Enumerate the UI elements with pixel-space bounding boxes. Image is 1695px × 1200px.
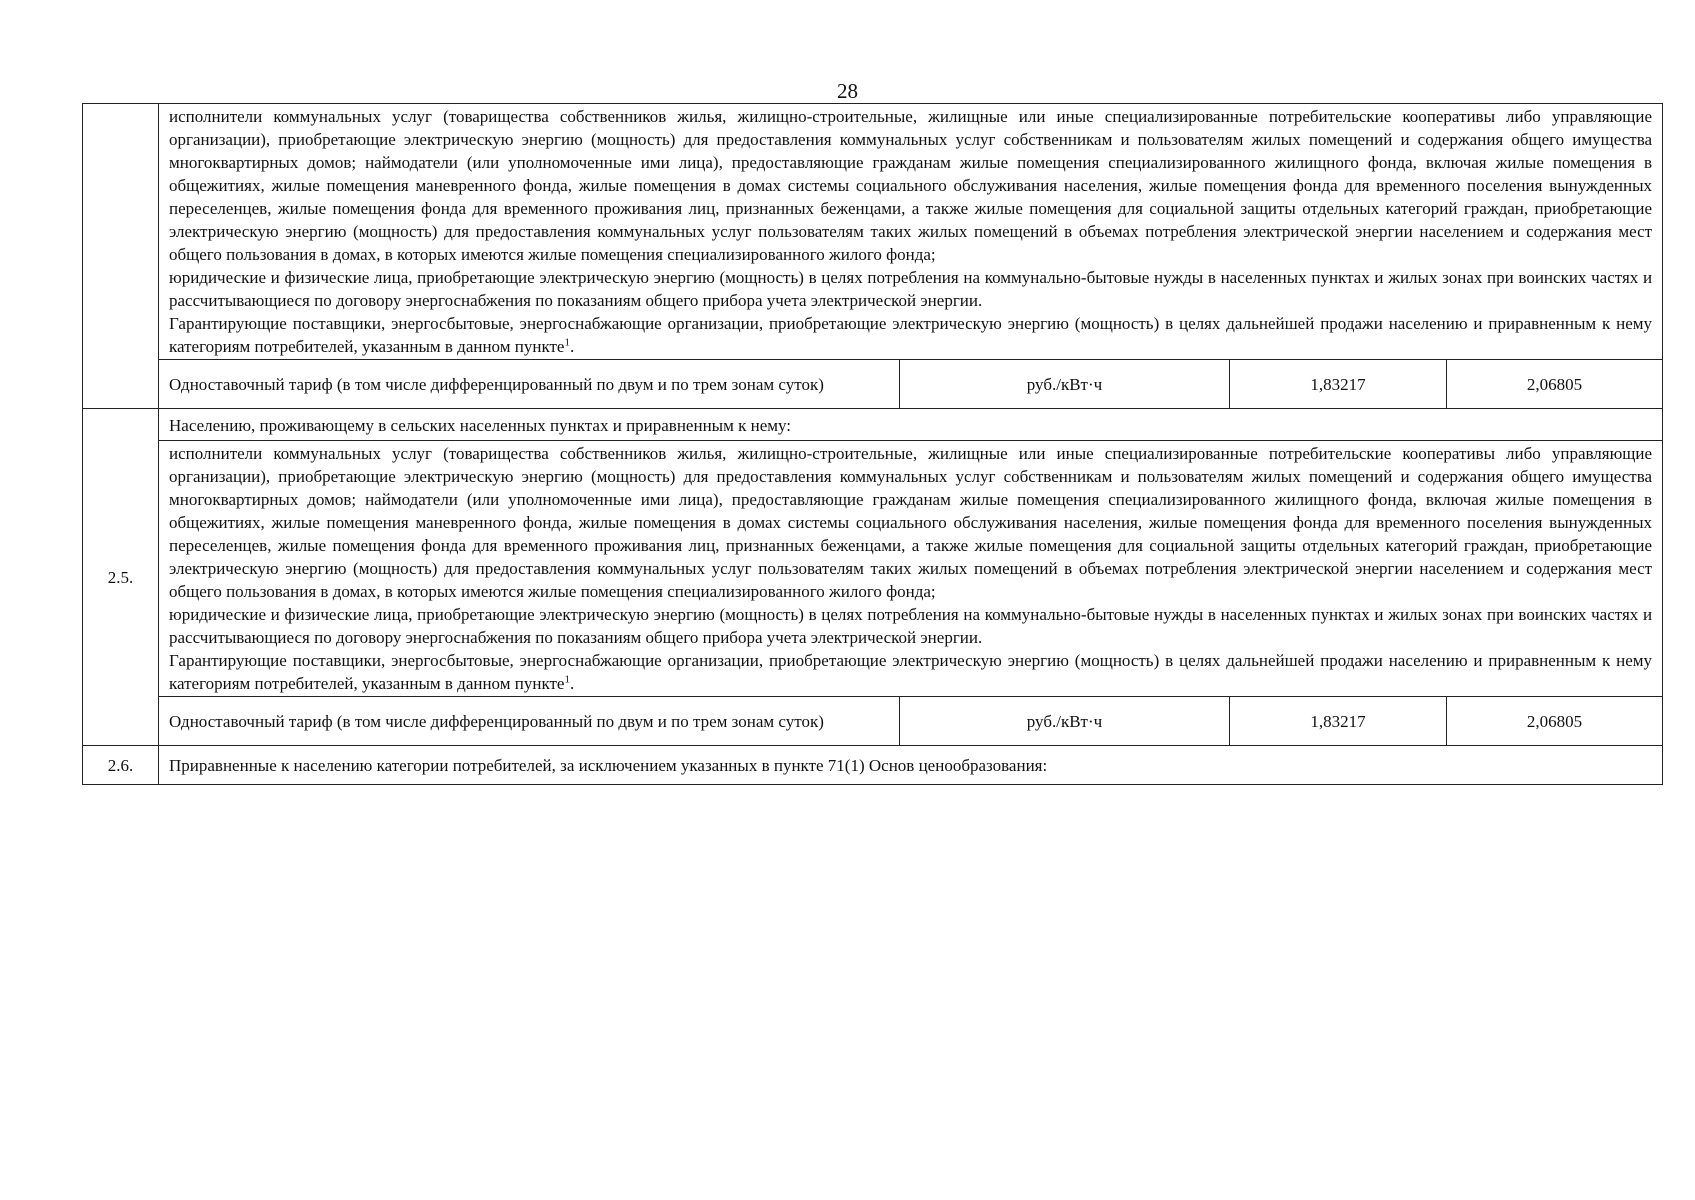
section-heading-row bbox=[83, 409, 1663, 441]
description-paragraph: исполнители коммунальных услуг (товарищества собственников жилья, жилищно-строительные, жилищные или иные специализированные потребительские кооперативы либо управляющие организации), приобретающие электрическую энергию (мощность) для предоставления коммунальных услуг собственникам и пользователям жилых помещений и содержания общего имущества многоквартирных домов; наймодатели (или уполномоченные ими лица), предоставляющие гражданам жилые помещения специализированного жилищного фонда, включая жилые помещения в общежитиях, жилые помещения маневренного фонда, жилые помещения в домах системы социального обслуживания населения, жилые помещения фонда для временного поселения вынужденных переселенцев, жилые помещения фонда для временного проживания лиц, признанных беженцами, а также жилые помещения для социальной защиты отдельных категорий граждан, приобретающие электрическую энергию (мощность) для предоставления коммунальных услуг пользователям таких жилых помещений в объемах потребления электрической энергии населением и содержания мест общего пользования в домах, в которых имеются жилые помещения специализированного жилого фонда; bbox=[169, 444, 1653, 601]
row-number-2-6: 2.6. bbox=[83, 746, 159, 785]
footnote-mark: 1 bbox=[564, 673, 570, 686]
end-punctuation: . bbox=[569, 674, 575, 693]
description-paragraph: юридические и физические лица, приобретающие электрическую энергию (мощность) в целях потребления на коммунально-бытовые нужды в населенных пунктах и жилых зонах при воинских частях и рассчитывающиеся по договору энергоснабжения по показаниям общего прибора учета электрической энергии. bbox=[169, 605, 1653, 647]
consumer-description-cell bbox=[159, 104, 1663, 360]
description-paragraph: исполнители коммунальных услуг (товарищества собственников жилья, жилищно-строительные, жилищные или иные специализированные потребительские кооперативы либо управляющие организации), приобретающие электрическую энергию (мощность) для предоставления коммунальных услуг собственникам и пользователям жилых помещений и содержания общего имущества многоквартирных домов; наймодатели (или уполномоченные ими лица), предоставляющие гражданам жилые помещения специализированного жилищного фонда, включая жилые помещения в общежитиях, жилые помещения маневренного фонда, жилые помещения в домах системы социального обслуживания населения, жилые помещения фонда для временного поселения вынужденных переселенцев, жилые помещения фонда для временного проживания лиц, признанных беженцами, а также жилые помещения для социальной защиты отдельных категорий граждан, приобретающие электрическую энергию (мощность) для предоставления коммунальных услуг пользователям таких жилых помещений в объемах потребления электрической энергии населением и содержания мест общего пользования в домах, в которых имеются жилые помещения специализированного жилого фонда; bbox=[169, 107, 1653, 264]
footnote-mark: 1 bbox=[564, 336, 570, 349]
description-paragraph bbox=[169, 312, 1652, 358]
tariff-value-1: 1,83217 bbox=[1230, 697, 1447, 746]
description-text: Гарантирующие поставщики, энергосбытовые, энергоснабжающие организации, приобретающие электрическую энергию (мощность) в целях дальнейшей продажи населению и приравненным к нему категориям потребителей, указанным в данном пункте bbox=[169, 651, 1653, 693]
table-row bbox=[83, 441, 1663, 697]
description-text: Гарантирующие поставщики, энергосбытовые, энергоснабжающие организации, приобретающие электрическую энергию (мощность) в целях дальнейшей продажи населению и приравненным к нему категориям потребителей, указанным в данном пункте bbox=[169, 314, 1653, 356]
row-number-cell-empty bbox=[83, 104, 159, 409]
section-heading: Населению, проживающему в сельских населенных пунктах и приравненным к нему: bbox=[159, 409, 1663, 441]
tariff-value-1: 1,83217 bbox=[1230, 360, 1447, 409]
tariff-table bbox=[82, 103, 1663, 785]
tariff-label: Одноставочный тариф (в том числе дифференцированный по двум и по трем зонам суток) bbox=[159, 697, 900, 746]
tariff-unit: руб./кВт·ч bbox=[900, 360, 1230, 409]
section-heading: Приравненные к населению категории потребителей, за исключением указанных в пункте 71(1) Основ ценообразования: bbox=[159, 746, 1663, 785]
tariff-row bbox=[83, 697, 1663, 746]
end-punctuation: . bbox=[569, 337, 575, 356]
tariff-label: Одноставочный тариф (в том числе дифференцированный по двум и по трем зонам суток) bbox=[159, 360, 900, 409]
page-number: 28 bbox=[837, 79, 858, 103]
tariff-row bbox=[83, 360, 1663, 409]
description-paragraph: юридические и физические лица, приобретающие электрическую энергию (мощность) в целях потребления на коммунально-бытовые нужды в населенных пунктах и жилых зонах при воинских частях и рассчитывающиеся по договору энергоснабжения по показаниям общего прибора учета электрической энергии. bbox=[169, 268, 1653, 310]
consumer-description-cell bbox=[159, 441, 1663, 697]
description-paragraph bbox=[169, 649, 1652, 695]
tariff-value-2: 2,06805 bbox=[1447, 697, 1663, 746]
section-heading-row bbox=[83, 746, 1663, 785]
table-row bbox=[83, 104, 1663, 360]
row-number-2-5: 2.5. bbox=[83, 409, 159, 746]
tariff-value-2: 2,06805 bbox=[1447, 360, 1663, 409]
tariff-unit: руб./кВт·ч bbox=[900, 697, 1230, 746]
